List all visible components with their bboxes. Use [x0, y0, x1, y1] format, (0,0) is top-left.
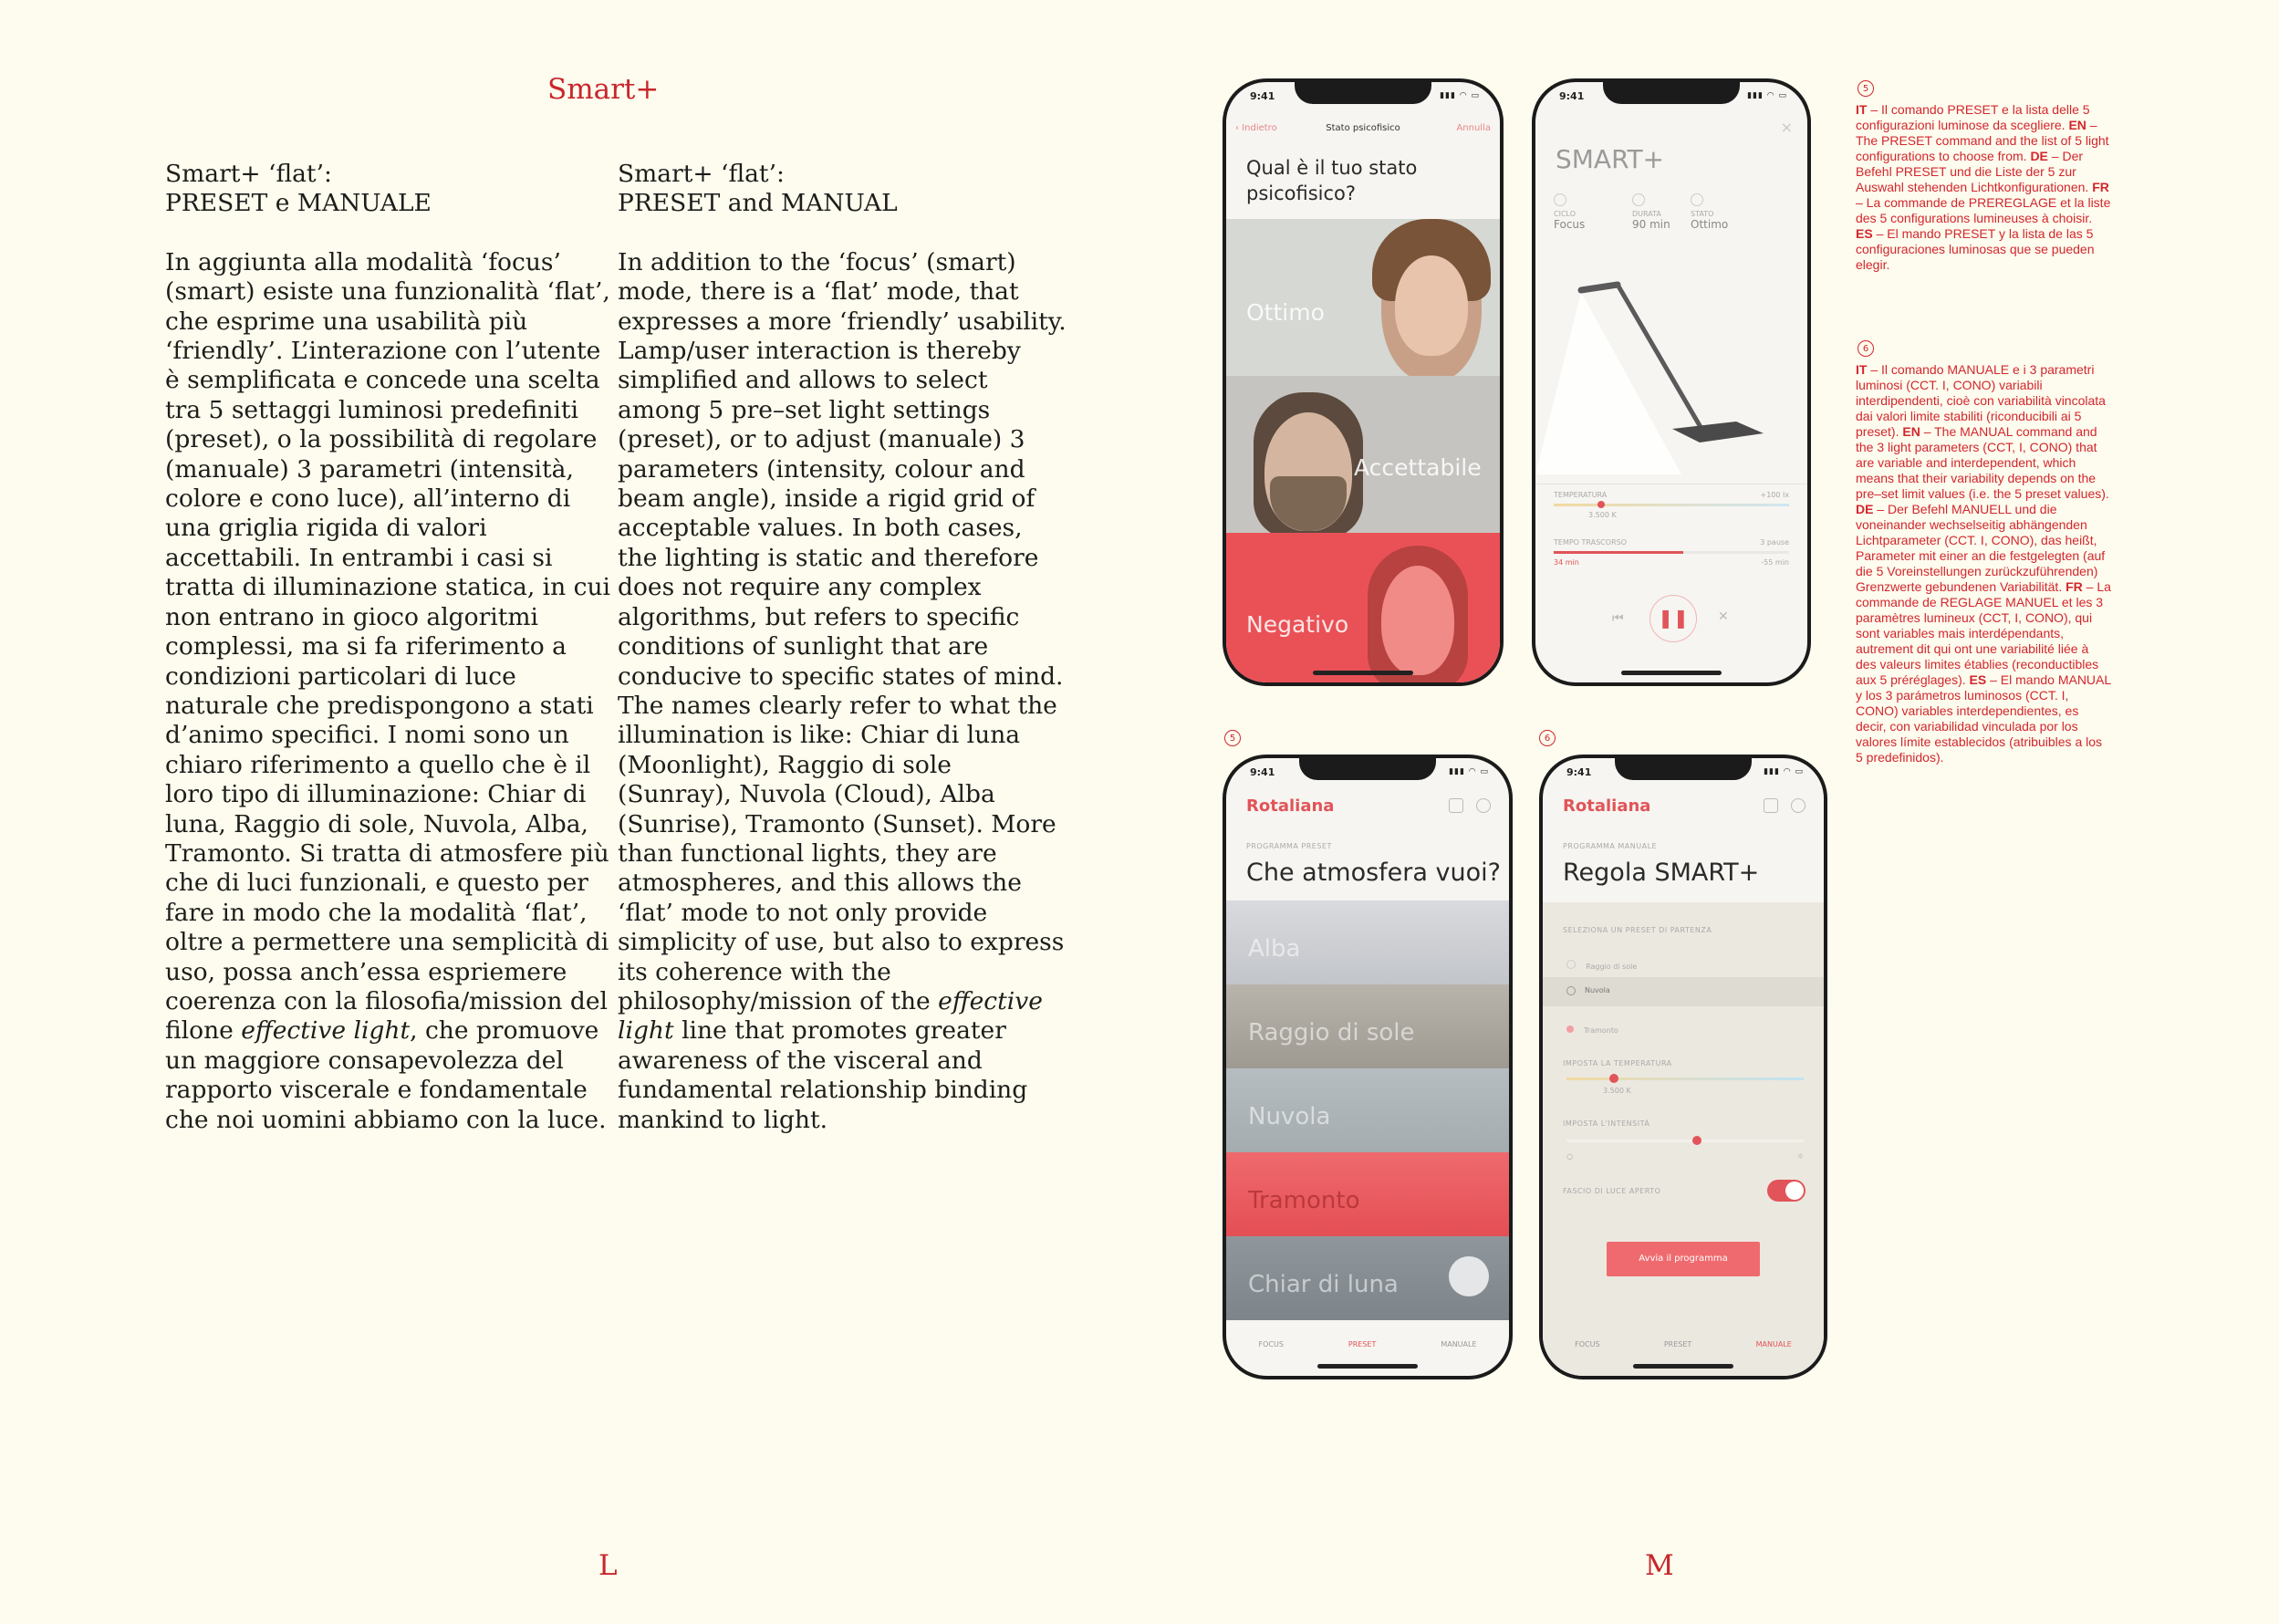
phone-notch — [1299, 756, 1436, 780]
temp-slider-thumb[interactable] — [1609, 1074, 1618, 1083]
lang-code: FR — [2092, 180, 2109, 194]
note-badge-5: 5 — [1858, 80, 1874, 97]
preset-question: Che atmosfera vuoi? — [1246, 859, 1501, 887]
italian-column — [165, 160, 614, 1135]
tab-focus[interactable]: FOCUS — [1258, 1340, 1284, 1348]
remaining-value: -55 min — [1761, 558, 1789, 567]
mood-option-accettabile[interactable] — [1226, 376, 1500, 533]
tab-manuale[interactable]: MANUALE — [1441, 1340, 1477, 1348]
tab-bar — [1226, 1340, 1509, 1348]
italian-body-text-end: , che promuove un maggiore consapevolezza del rapporto viscerale e fondamentale che noi uomini abbiamo con la luce. — [165, 1016, 607, 1134]
section-caption: PROGRAMMA MANUALE — [1563, 842, 1658, 850]
note-de: – Der Befehl MANUELL und die voneinander wechselseitig abhängenden Lichtparameter (CCT. I, CONO), das heißt, Parameter mit einer an die festgelegten (auf die 5 Voreinstellungen zurückzuführenden) Grenzwerte gebundenen Variabilität. — [1856, 502, 2106, 594]
note-es: – El mando PRESET y la lista de las 5 configuraciones luminosas que se pueden elegir. — [1856, 226, 2095, 272]
phone-notch — [1615, 756, 1752, 780]
lang-code: DE — [1856, 502, 1874, 516]
beam-toggle[interactable] — [1767, 1180, 1806, 1202]
english-heading-line1: Smart+ ‘flat’: — [618, 160, 785, 188]
cycle-icon — [1554, 193, 1566, 206]
lamp-head — [1581, 285, 1618, 290]
english-body-text: In addition to the ‘focus’ (smart) mode, there is a ‘flat’ mode, that expresses a more ‘friendly’ usability. Lamp/user interaction is thereby simplified and allows to select among 5 pre–set light settings (preset), or to adjust (manuale) 3 parameters (intensity, colour and beam angle), inside a rigid grid of acceptable values. In both cases, the lighting is static and therefore does not require any complex algorithms, but refers to specific conditions of sunlight that are conducive to specific states of mind. The names clearly refer to what the illumination is like: Chiar di luna (Moonlight), Raggio di sole (Sunray), Nuvola (Cloud), Alba (Sunrise), Tramonto (Sunset). More than functional lights, they are atmospheres, and this allows the ‘flat’ mode to not only provide simplicity of use, but also to express its coherence with the philosophy/mission of the — [618, 247, 1067, 1015]
face-skin — [1395, 255, 1468, 356]
brand-logo: Rotaliana — [1246, 796, 1335, 816]
italian-heading-line1: Smart+ ‘flat’: — [165, 160, 332, 188]
temp-lux: +100 lx — [1760, 491, 1789, 499]
intensity-slider-track[interactable] — [1566, 1140, 1804, 1142]
calendar-icon[interactable] — [1449, 798, 1463, 813]
toggle-knob — [1785, 1182, 1804, 1200]
lang-code: EN — [1902, 424, 1920, 439]
mood-label-accettabile: Accettabile — [1354, 454, 1482, 481]
note-manual — [1856, 362, 2111, 765]
mood-nav-bar — [1226, 123, 1500, 141]
mood-label-ottimo: Ottimo — [1246, 299, 1325, 326]
option-raggio[interactable] — [1566, 955, 1637, 973]
english-heading — [618, 160, 1067, 219]
stat-value: 90 min — [1632, 218, 1670, 231]
elapsed-value: 34 min — [1554, 558, 1579, 567]
preset-nuvola[interactable] — [1226, 1068, 1509, 1152]
phone-manual-screen — [1539, 755, 1827, 1379]
option-label: Raggio di sole — [1586, 963, 1638, 971]
status-icons: ▮▮▮ ◠ ▭ — [1764, 767, 1804, 776]
temp-setting-label: IMPOSTA LA TEMPERATURA — [1563, 1059, 1672, 1067]
lang-code: FR — [2066, 579, 2083, 594]
manual-title: Regola SMART+ — [1563, 859, 1760, 887]
option-tramonto[interactable] — [1566, 1019, 1618, 1036]
select-preset-label: SELEZIONA UN PRESET DI PARTENZA — [1563, 926, 1712, 934]
temp-slider-value: 3.500 K — [1603, 1087, 1631, 1095]
english-column — [618, 160, 1067, 1135]
clock-icon — [1632, 193, 1645, 206]
stat-duration — [1632, 193, 1696, 231]
elapsed-track — [1554, 551, 1789, 554]
badge-6: 6 — [1539, 730, 1556, 746]
preset-label: Tramonto — [1248, 1187, 1360, 1214]
smile-icon — [1691, 193, 1703, 206]
stat-state — [1691, 193, 1754, 231]
note-es: – El mando MANUAL y los 3 parámetros luminosos (CCT. I, CONO) variables interdependientes, es decir, con variabilidad vinculada por los valores límite establecidos (atribuibles a los 5 predefinidos). — [1856, 672, 2111, 765]
nav-title: Stato psicofisico — [1326, 123, 1400, 133]
note-en: – The PRESET command and the list of 5 light configurations to choose from. — [1856, 118, 2109, 163]
cancel-button[interactable]: Annulla — [1456, 123, 1491, 133]
intensity-setting-label: IMPOSTA L'INTENSITÀ — [1563, 1119, 1650, 1128]
temp-bar — [1554, 504, 1789, 506]
elapsed-pauses: 3 pause — [1760, 538, 1789, 547]
mood-question: Qual è il tuo stato psicofisico? — [1246, 157, 1418, 204]
radio-icon — [1566, 986, 1576, 995]
intensity-slider-thumb[interactable] — [1692, 1136, 1701, 1145]
radio-icon — [1566, 960, 1576, 969]
face-skin — [1381, 566, 1454, 675]
page-letter-right: M — [1645, 1549, 1674, 1582]
lang-code: EN — [2068, 118, 2086, 132]
radio-icon — [1566, 1025, 1574, 1033]
note-fr: – La commande de REGLAGE MANUEL et les 3 paramètres lumineux (CCT, I, CONO), qui sont variables mais interdépendants, autrement dit qui ont une variabilité liée à des valeurs limites établies (reconductibles aux 5 préréglages). — [1856, 579, 2111, 687]
italian-heading-line2: PRESET e MANUALE — [165, 189, 432, 218]
temp-value: 3.500 K — [1588, 511, 1617, 519]
note-de: – Der Befehl PRESET und die Liste der 5 zur Auswahl stehenden Lichtkonfigurationen. — [1856, 149, 2093, 194]
section-caption: PROGRAMMA PRESET — [1246, 842, 1332, 850]
lamp-illustration — [1535, 274, 1807, 493]
preset-chiar-di-luna[interactable] — [1226, 1236, 1509, 1320]
phone-notch — [1295, 80, 1431, 104]
stat-cycle — [1554, 193, 1618, 231]
light-beam — [1535, 292, 1681, 474]
dim-icon: ○ — [1566, 1152, 1573, 1161]
close-icon[interactable]: × — [1780, 119, 1793, 136]
preset-alba[interactable] — [1226, 900, 1509, 984]
status-time: 9:41 — [1559, 90, 1585, 102]
note-en: – The MANUAL command and the 3 light parameters (CCT, I, CONO) that are variable and interdependent, which means that their variability depends on the pre–set limit values (i.e. the 5 preset values). — [1856, 424, 2109, 501]
status-icons: ▮▮▮ ◠ ▭ — [1747, 91, 1787, 100]
tab-bar — [1543, 1340, 1824, 1348]
status-time: 9:41 — [1250, 90, 1275, 102]
tab-preset[interactable]: PRESET — [1663, 1340, 1692, 1348]
italian-body-emphasis: effective light — [241, 1016, 411, 1046]
note-badge-6: 6 — [1858, 340, 1874, 357]
option-nuvola-row[interactable] — [1543, 977, 1824, 1006]
preset-label: Chiar di luna — [1248, 1271, 1399, 1298]
elapsed-fill — [1554, 551, 1683, 554]
back-label: Indietro — [1242, 123, 1277, 133]
tab-manuale[interactable]: MANUALE — [1755, 1340, 1792, 1348]
brand-logo: Rotaliana — [1563, 796, 1651, 816]
preset-raggio-di-sole[interactable] — [1226, 984, 1509, 1068]
english-body-emphasis: effective light — [618, 986, 1043, 1046]
english-body-text-end: line that promotes greater awareness of the visceral and fundamental relationship binding mankind to light. — [618, 1016, 1028, 1134]
note-it: – Il comando PRESET e la lista delle 5 configurazioni luminose da scegliere. — [1856, 102, 2090, 132]
preset-label: Alba — [1248, 935, 1301, 963]
status-time: 9:41 — [1566, 766, 1592, 778]
preset-label: Nuvola — [1248, 1103, 1331, 1130]
phone-mood-screen — [1223, 78, 1504, 686]
home-indicator — [1633, 1364, 1733, 1369]
lang-code: ES — [1856, 226, 1873, 241]
stat-label: STATO — [1691, 210, 1714, 218]
skip-back-icon[interactable]: ⏮ — [1612, 611, 1624, 626]
temp-marker — [1597, 501, 1605, 508]
temp-label: TEMPERATURA — [1554, 491, 1608, 499]
stop-icon[interactable]: ✕ — [1718, 609, 1729, 624]
lang-code: IT — [1856, 102, 1868, 117]
bright-icon: ☼ — [1796, 1152, 1804, 1161]
lang-code: ES — [1969, 672, 1987, 687]
start-program-button[interactable]: Avvia il programma — [1607, 1242, 1760, 1276]
note-preset — [1856, 102, 2111, 273]
english-heading-line2: PRESET and MANUAL — [618, 189, 898, 218]
mood-option-negativo[interactable] — [1226, 533, 1500, 686]
italian-body-text: In aggiunta alla modalità ‘focus’ (smart) esiste una funzionalità ‘flat’, che esprime una usabilità più ‘friendly’. L’interazione con l’utente è semplificata e concede una scelta tra 5 settaggi luminosi predefiniti (preset), o la possibilità di regolare (manuale) 3 parametri (intensità, colore e cono luce), all’interno di una griglia rigida di valori accettabili. In entrambi i casi si tratta di illuminazione statica, in cui non entrano in gioco algoritmi complessi, ma si fa riferimento a condizioni particolari di luce naturale che predispongono a stati d’animo specifici. I nomi sono un chiaro riferimento a quello che è il loro tipo di illuminazione: Chiar di luna, Raggio di sole, Nuvola, Alba, Tramonto. Si tratta di atmosfere più che di luci funzionali, e questo per fare in modo che la modalità ‘flat’, oltre a permettere una semplicità di uso, possa anch’essa espriemere coerenza con la filosofia/mission del filone — [165, 247, 611, 1046]
option-label: Tramonto — [1584, 1026, 1618, 1035]
gear-icon[interactable] — [1476, 798, 1491, 813]
status-icons: ▮▮▮ ◠ ▭ — [1440, 91, 1480, 100]
pause-button[interactable]: ❚❚ — [1649, 595, 1697, 642]
page-letter-left: L — [598, 1549, 618, 1582]
english-body — [618, 248, 1067, 1135]
moon-icon — [1449, 1256, 1489, 1296]
back-button[interactable]: ‹ Indietro — [1235, 123, 1277, 133]
italian-body — [165, 248, 614, 1135]
tab-focus[interactable]: FOCUS — [1575, 1340, 1600, 1348]
lang-code: DE — [2030, 149, 2048, 163]
preset-tramonto[interactable] — [1226, 1152, 1509, 1236]
temp-slider-track[interactable] — [1566, 1077, 1804, 1080]
home-indicator — [1621, 671, 1722, 675]
lang-code: IT — [1856, 362, 1868, 377]
smart-title: SMART+ — [1556, 144, 1665, 174]
mood-label-negativo: Negativo — [1246, 611, 1349, 638]
beam-label: FASCIO DI LUCE APERTO — [1563, 1187, 1661, 1195]
home-indicator — [1317, 1364, 1418, 1369]
lamp-base — [1672, 422, 1764, 442]
page-title: Smart+ — [547, 73, 660, 106]
phone-preset-screen — [1223, 755, 1513, 1379]
stat-label: DURATA — [1632, 210, 1661, 218]
gear-icon[interactable] — [1791, 798, 1806, 813]
badge-5: 5 — [1224, 730, 1241, 746]
note-it: – Il comando MANUALE e i 3 parametri luminosi (CCT. I, CONO) variabili interdipendenti, cioè con variabilità vincolata dai valori limite stabiliti (riconducibili ai 5 preset). — [1856, 362, 2106, 439]
stat-label: CICLO — [1554, 210, 1576, 218]
stat-value: Ottimo — [1691, 218, 1729, 231]
home-indicator — [1313, 671, 1413, 675]
elapsed-label: TEMPO TRASCORSO — [1554, 538, 1627, 547]
italian-heading — [165, 160, 614, 219]
tab-preset[interactable]: PRESET — [1348, 1340, 1377, 1348]
stat-value: Focus — [1554, 218, 1586, 231]
phone-notch — [1603, 80, 1740, 104]
note-fr: – La commande de PREREGLAGE et la liste des 5 configurations lumineuses à choisir. — [1856, 195, 2111, 225]
phone-smart-screen — [1532, 78, 1811, 686]
mood-option-ottimo[interactable] — [1226, 219, 1500, 376]
status-icons: ▮▮▮ ◠ ▭ — [1449, 767, 1489, 776]
calendar-icon[interactable] — [1764, 798, 1778, 813]
preset-label: Raggio di sole — [1248, 1019, 1415, 1046]
status-time: 9:41 — [1250, 766, 1275, 778]
option-label: Nuvola — [1585, 986, 1610, 994]
